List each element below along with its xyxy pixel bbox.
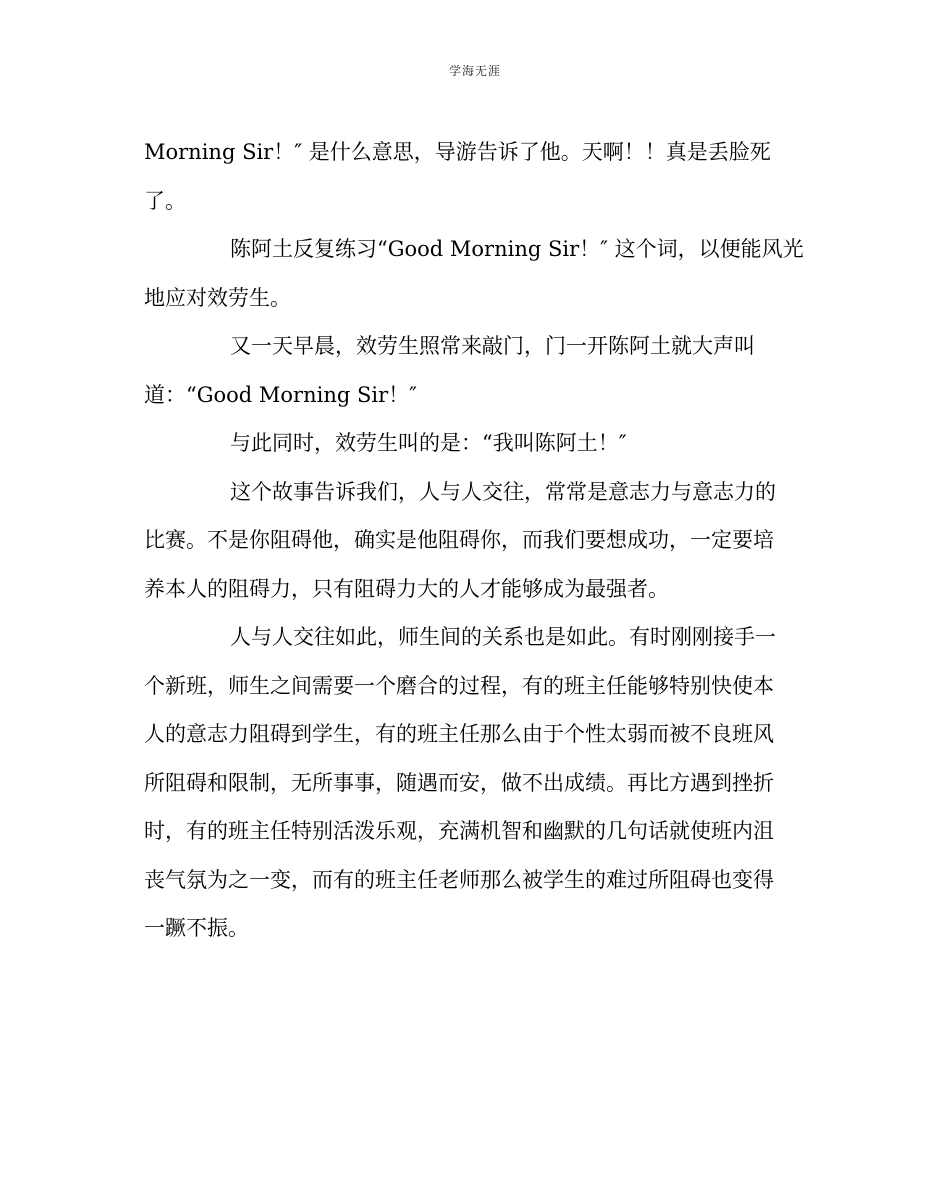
text-line: 所阻碍和限制，无所事事，随遇而安，做不出成绩。再比方遇到挫折 xyxy=(144,770,774,795)
text-line: 又一天早晨，效劳生照常来敲门，门一开陈阿土就大声叫 xyxy=(230,334,755,358)
text-line: 比赛。不是你阻碍他，确实是他阻碍你，而我们要想成功，一定要培 xyxy=(144,528,774,552)
text-line: 这个故事告诉我们，人与人交往，常常是意志力与意志力的 xyxy=(230,479,776,504)
text-line: 时，有的班主任特别活泼乐观，充满机智和幽默的几句话就使班内沮 xyxy=(144,819,774,843)
text-line: 地应对效劳生。 xyxy=(144,285,291,310)
text-line: 一蹶不振。 xyxy=(144,916,249,940)
text-line: 人与人交往如此，师生间的关系也是如此。有时刚刚接手一 xyxy=(230,625,776,649)
text-line: 道：“Good Morning Sir！″ xyxy=(144,382,417,407)
text-line: Morning Sir！″ 是什么意思，导游告诉了他。天啊！！真是丢脸死 xyxy=(144,140,771,164)
text-line: 丧气氛为之一变，而有的班主任老师那么被学生的难过所阻碍也变得 xyxy=(144,867,774,892)
page-header: 学海无涯 xyxy=(448,64,501,78)
text-line: 了。 xyxy=(144,188,186,213)
body-text xyxy=(144,128,810,953)
text-line: 养本人的阻碍力，只有阻碍力大的人才能够成为最强者。 xyxy=(144,576,669,601)
text-line: 个新班，师生之间需要一个磨合的过程，有的班主任能够特别快使本 xyxy=(144,673,774,698)
text-line: 陈阿土反复练习“Good Morning Sir！″ 这个词，以便能风光 xyxy=(230,237,804,261)
text-line: 与此同时，效劳生叫的是：“我叫陈阿土！″ xyxy=(230,431,627,455)
text-line: 人的意志力阻碍到学生，有的班主任那么由于个性太弱而被不良班风 xyxy=(144,722,774,746)
